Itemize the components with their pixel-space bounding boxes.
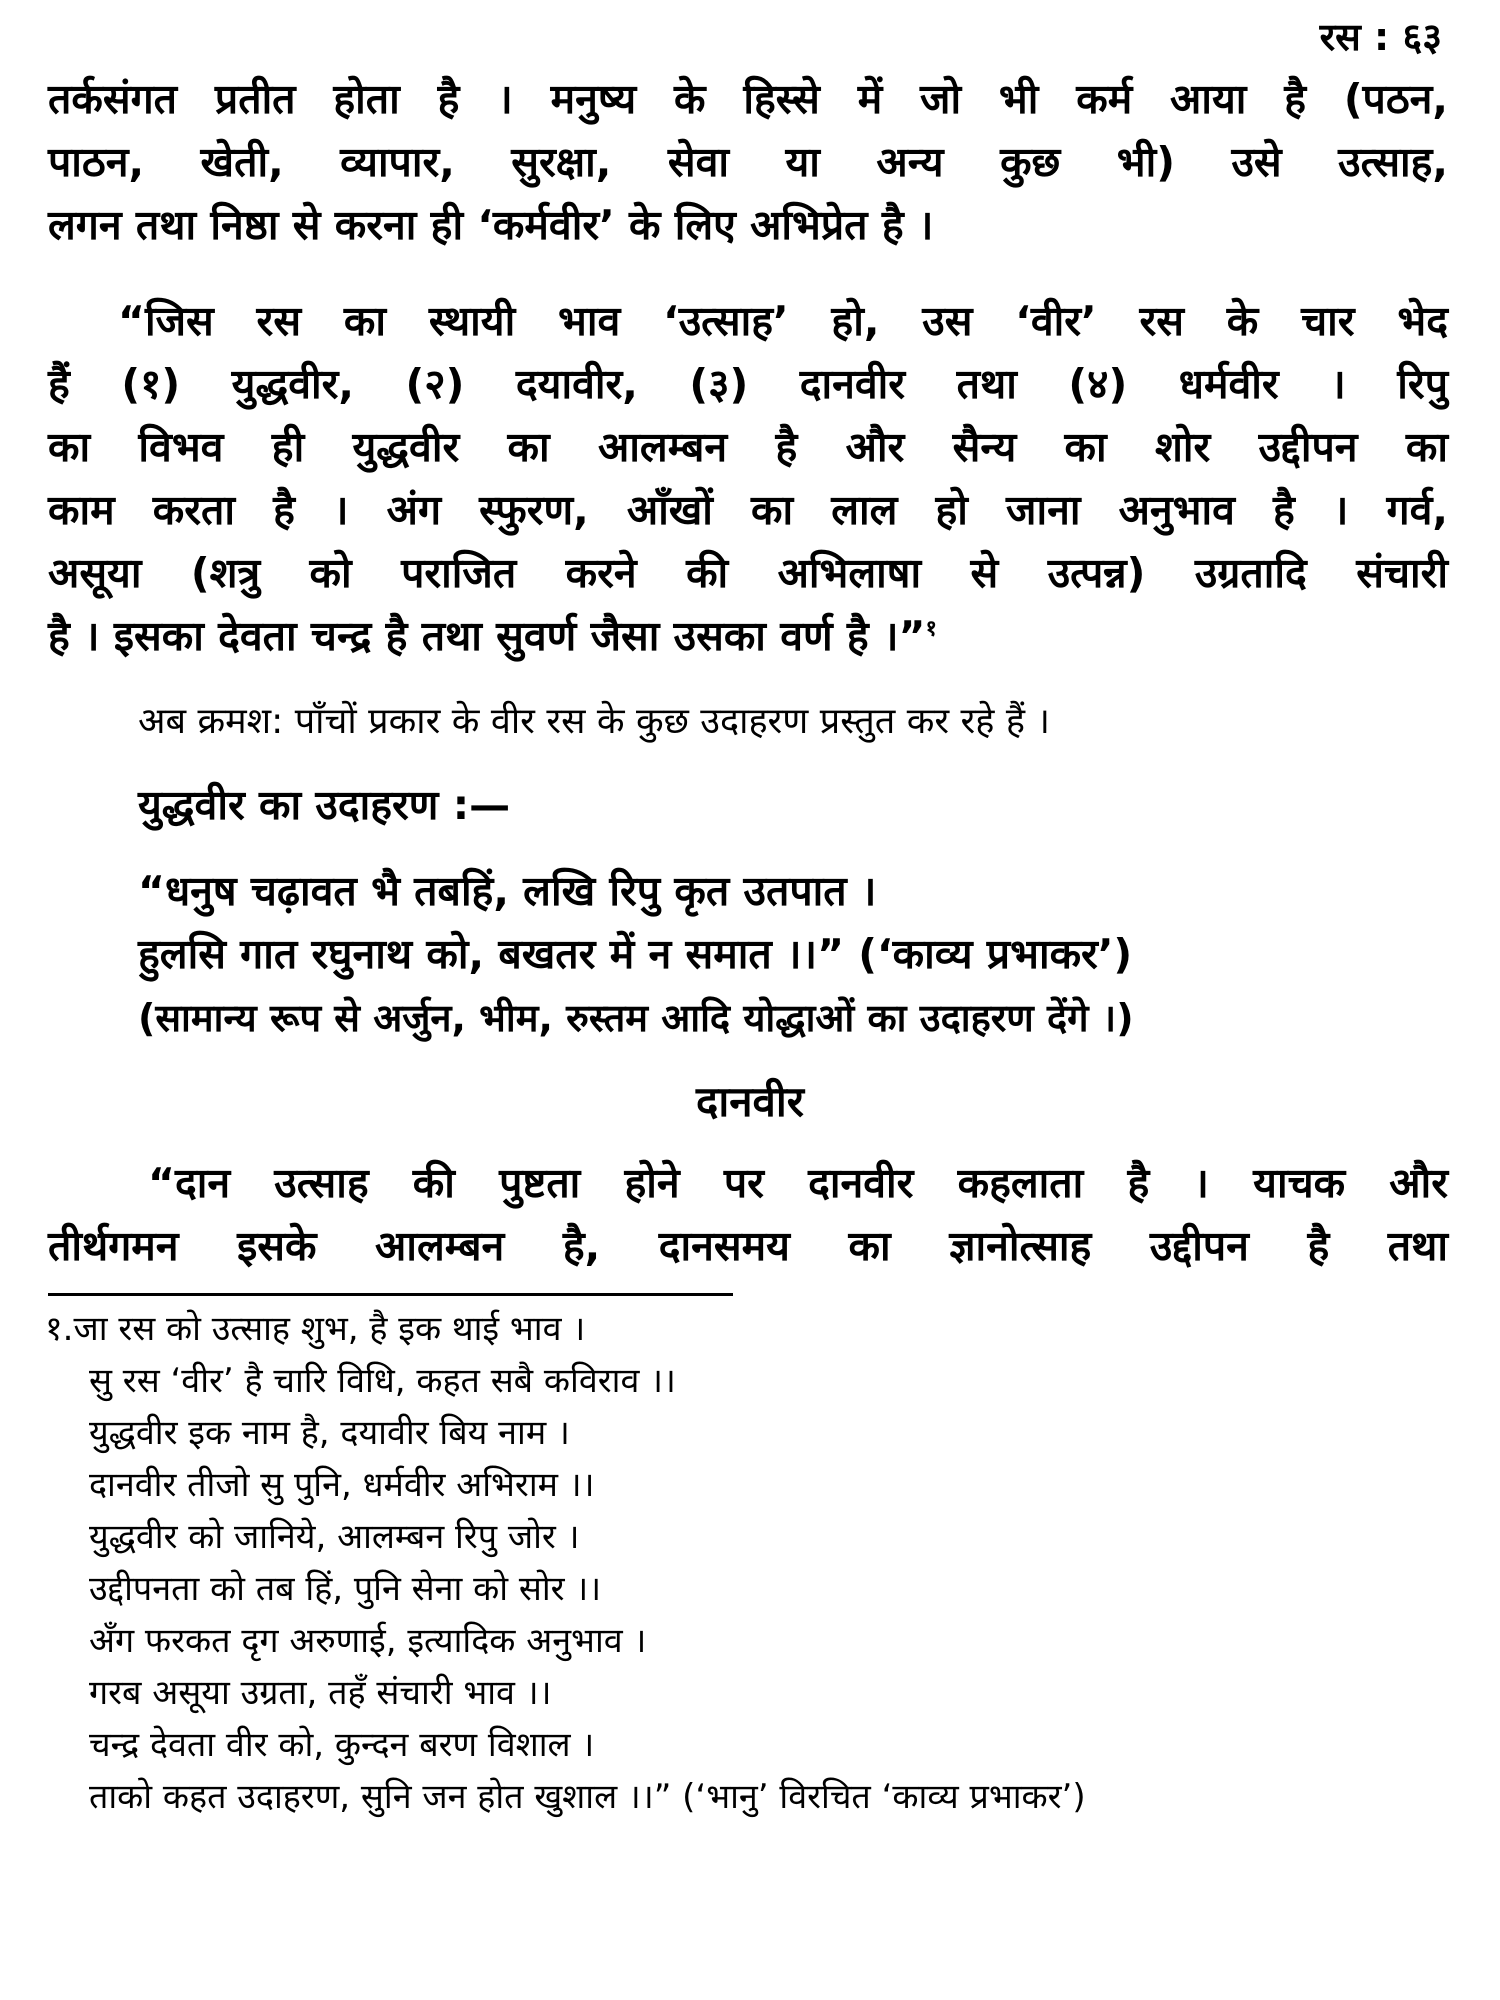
para2-line-6 [48,605,1448,668]
footnote-line-2: सु रस ‘वीर’ है चारि विधि, कहत सबै कविराव ।। [89,1361,676,1401]
footnote-line-3: युद्धवीर इक नाम है, दयावीर बिय नाम । [89,1413,570,1453]
para2-line-3: का विभव ही युद्धवीर का आलम्बन है और सैन्य का शोर उद्दीपन का [48,423,1448,471]
footnote-line-10: ताको कहत उदाहरण, सुनि जन होत खुशाल ।।” (‘भानु’ विरचित ‘काव्य प्रभाकर’) [89,1777,1086,1817]
page-header: रस : ६३ [1319,15,1442,59]
para3-line-1: “दान उत्साह की पुष्टता होने पर दानवीर कहलाता है । याचक और [148,1159,1448,1207]
intro-line: अब क्रमश: पाँचों प्रकार के वीर रस के कुछ उदाहरण प्रस्तुत कर रहे हैं । [138,701,1051,742]
footnote-line-7: अँग फरकत दृग अरुणाई, इत्यादिक अनुभाव । [89,1621,647,1661]
footnote-marker: १ [925,616,937,642]
section-title-daanveer: दानवीर [696,1077,804,1126]
footnote-line-9: चन्द्र देवता वीर को, कुन्दन बरण विशाल । [89,1725,595,1765]
verse-line-1: “धनुष चढ़ावत भै तबहिं, लखि रिपु कृत उतपात । [138,867,877,915]
footnote-line-4: दानवीर तीजो सु पुनि, धर्मवीर अभिराम ।। [89,1465,595,1505]
footnote [45,1303,1086,1823]
footnote-line-8: गरब असूया उग्रता, तहँ संचारी भाव ।। [89,1673,552,1713]
yuddhveer-heading: युद्धवीर का उदाहरण :— [138,781,511,829]
footnote-line-6: उद्दीपनता को तब हिं, पुनि सेना को सोर ।। [89,1569,602,1609]
paragraph-3 [48,1152,1448,1278]
footnote-line-1: १.जा रस को उत्साह शुभ, है इक थाई भाव । [45,1309,586,1349]
footnote-divider [48,1293,733,1296]
para2-line-5: असूया (शत्रु को पराजित करने की अभिलाषा से उत्पन्न) उग्रतादि संचारी [48,549,1448,597]
general-note: (सामान्य रूप से अर्जुन, भीम, रुस्तम आदि योद्धाओं का उदाहरण देंगे ।) [138,996,1134,1040]
footnote-line-5: युद्धवीर को जानिये, आलम्बन रिपु जोर । [89,1517,580,1557]
para2-line-1: “जिस रस का स्थायी भाव ‘उत्साह’ हो, उस ‘वीर’ रस के चार भेद [118,297,1448,345]
para2-line-2: हैं (१) युद्धवीर, (२) दयावीर, (३) दानवीर तथा (४) धर्मवीर । रिपु [48,360,1448,408]
verse-block [138,860,1458,986]
para1-line-1: तर्कसंगत प्रतीत होता है । मनुष्य के हिस्से में जो भी कर्म आया है (पठन, [48,75,1448,123]
paragraph-2 [48,290,1448,668]
para1-line-2: पाठन, खेती, व्यापार, सुरक्षा, सेवा या अन्य कुछ भी) उसे उत्साह, [48,138,1448,186]
para1-line-3: लगन तथा निष्ठा से करना ही ‘कर्मवीर’ के लिए अभिप्रेत है । [48,201,934,249]
para2-line-4: काम करता है । अंग स्फुरण, आँखों का लाल हो जाना अनुभाव है । गर्व, [48,486,1448,534]
para2-line-6-text: है । इसका देवता चन्द्र है तथा सुवर्ण जैसा उसका वर्ण है ।” [48,612,926,660]
paragraph-1 [48,68,1448,257]
verse-line-2: हुलसि गात रघुनाथ को, बखतर में न समात ।।” (‘काव्य प्रभाकर’) [138,930,1133,978]
para3-line-2: तीर्थगमन इसके आलम्बन है, दानसमय का ज्ञानोत्साह उद्दीपन है तथा [48,1222,1448,1270]
